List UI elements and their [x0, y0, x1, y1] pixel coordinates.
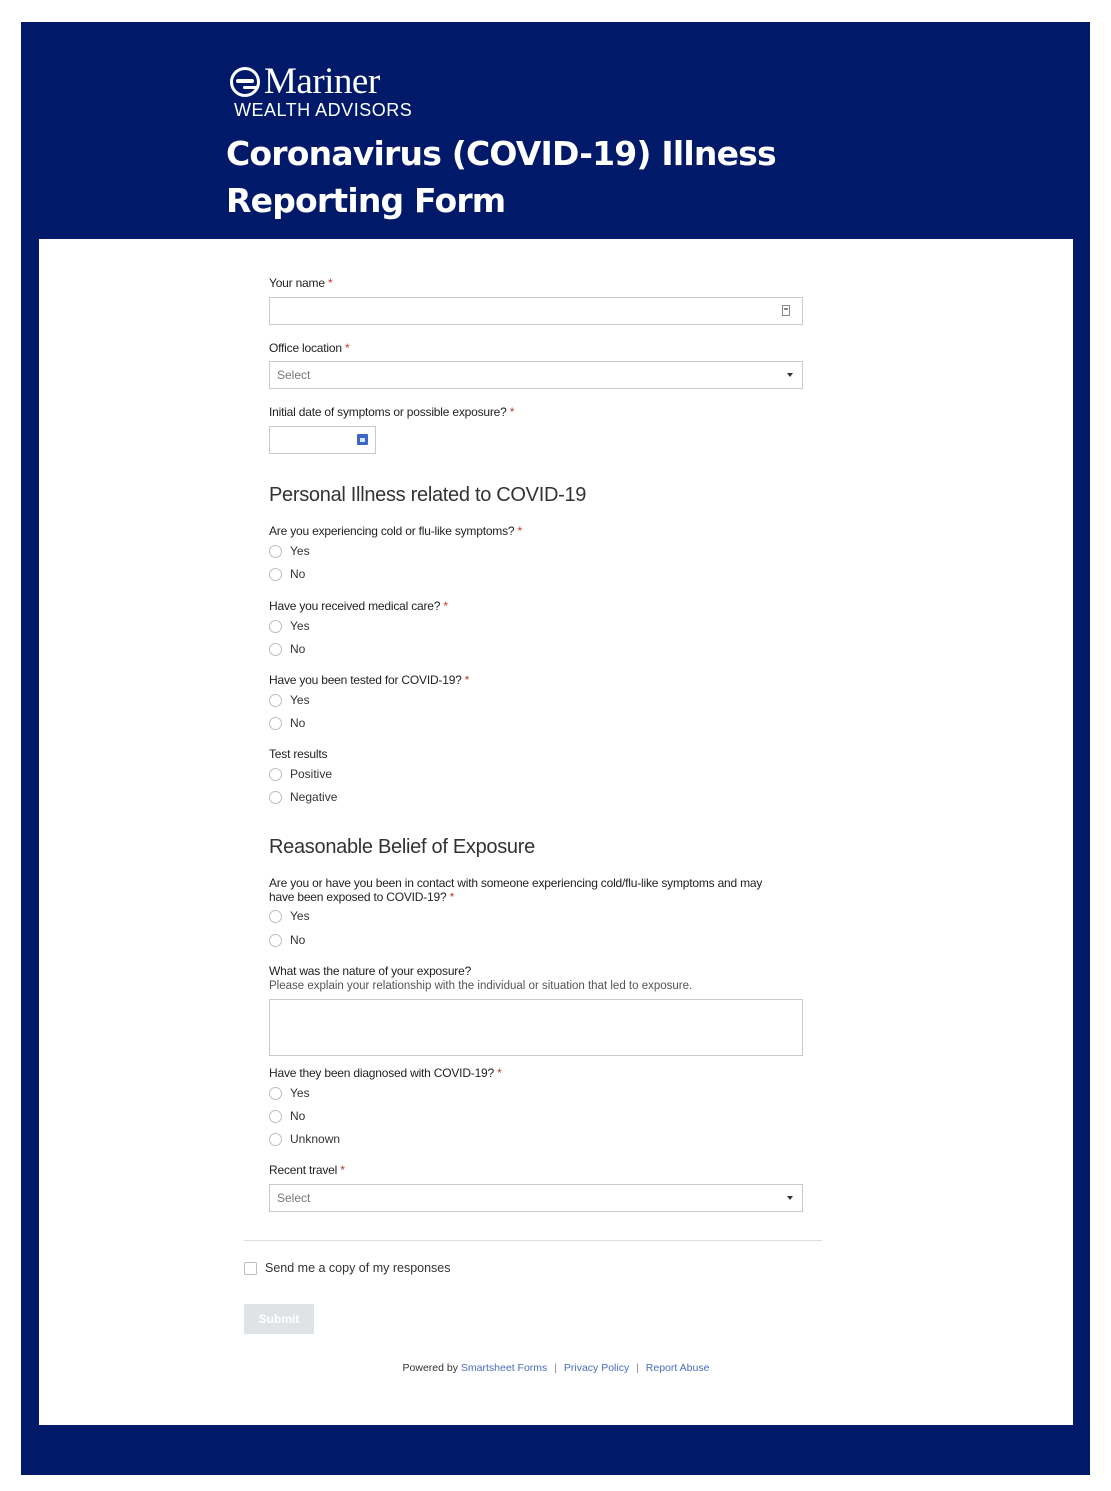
radio-circle[interactable] [269, 1087, 282, 1100]
chevron-down-icon [787, 373, 793, 377]
diagnosed-unknown-radio[interactable] [269, 1132, 340, 1146]
radio-circle[interactable] [269, 1133, 282, 1146]
cold-symptoms-label-text: Are you experiencing cold or flu-like symptoms? [269, 524, 515, 538]
contact-label [269, 876, 762, 904]
tested-yes-radio[interactable] [269, 693, 310, 707]
required-mark: * [443, 599, 448, 613]
required-mark: * [497, 1066, 502, 1080]
calendar-icon[interactable] [357, 434, 368, 445]
mariner-logo-icon [230, 67, 260, 97]
chevron-down-icon [787, 1196, 793, 1200]
radio-label: No [290, 933, 306, 947]
footer [39, 1362, 1073, 1374]
form-divider [244, 1240, 822, 1241]
diagnosed-no-radio[interactable] [269, 1109, 305, 1123]
radio-label: No [290, 642, 306, 656]
radio-circle[interactable] [269, 717, 282, 730]
required-mark: * [509, 405, 515, 419]
medical-care-yes-radio[interactable] [269, 619, 310, 633]
radio-label: Positive [290, 767, 333, 781]
logo-subtitle: WEALTH ADVISORS [234, 100, 413, 120]
required-mark: * [464, 673, 470, 687]
send-copy-checkbox[interactable] [244, 1262, 257, 1275]
nature-exposure-help: Please explain your relationship with the individual or situation that led to exposure. [269, 980, 693, 992]
test-results-positive-radio[interactable] [269, 767, 332, 781]
test-results-label-text: Test results [269, 747, 328, 761]
tested-no-radio[interactable] [269, 716, 305, 730]
diagnosed-yes-radio[interactable] [269, 1086, 310, 1100]
contact-label-line1: Are you or have you been in contact with someone experiencing cold/flu-like symptoms and may [269, 876, 763, 890]
required-mark: * [344, 341, 350, 355]
required-mark: * [449, 890, 455, 904]
tested-label [269, 673, 469, 687]
contact-yes-radio[interactable] [269, 909, 310, 923]
logo-name: Mariner [264, 61, 380, 102]
contact-no-radio[interactable] [269, 933, 305, 947]
office-location-label-text: Office location [269, 341, 342, 355]
required-mark: * [517, 524, 523, 538]
company-logo [230, 62, 412, 120]
initial-date-label-text: Initial date of symptoms or possible exposure? [269, 405, 507, 419]
send-copy-label: Send me a copy of my responses [265, 1261, 451, 1275]
radio-circle[interactable] [269, 910, 282, 923]
radio-label: Yes [290, 619, 310, 633]
medical-care-label [269, 599, 448, 613]
test-results-negative-radio[interactable] [269, 790, 337, 804]
page-title: Coronavirus (COVID-19) Illness Reporting Form [226, 134, 776, 220]
page-frame [21, 22, 1090, 1475]
radio-label: Yes [290, 544, 310, 558]
radio-label: No [290, 1109, 306, 1123]
footer-separator: | [554, 1362, 557, 1374]
radio-circle[interactable] [269, 934, 282, 947]
your-name-input[interactable] [269, 297, 803, 325]
form-header [21, 22, 1090, 239]
medical-care-no-radio[interactable] [269, 642, 305, 656]
radio-circle[interactable] [269, 768, 282, 781]
test-results-label [269, 747, 327, 761]
your-name-label-text: Your name [269, 276, 325, 290]
cold-symptoms-yes-radio[interactable] [269, 544, 310, 558]
report-abuse-link[interactable]: Report Abuse [645, 1362, 710, 1374]
recent-travel-label-text: Recent travel [269, 1163, 338, 1177]
radio-label: Yes [290, 693, 310, 707]
diagnosed-label-text: Have they been diagnosed with COVID-19? [269, 1066, 495, 1080]
medical-care-label-text: Have you received medical care? [269, 599, 441, 613]
recent-travel-label [269, 1163, 345, 1177]
submit-button[interactable]: Submit [244, 1304, 314, 1334]
contact-label-line2: have been exposed to COVID-19? [269, 890, 447, 904]
your-name-label [269, 276, 332, 290]
radio-circle[interactable] [269, 620, 282, 633]
office-location-value: Select [277, 368, 311, 382]
radio-label: Yes [290, 1086, 310, 1100]
contact-card-icon[interactable] [782, 305, 790, 316]
nature-exposure-textarea[interactable] [269, 999, 803, 1056]
form-card [39, 239, 1073, 1425]
section-personal-illness: Personal Illness related to COVID-19 [269, 484, 587, 506]
nature-exposure-label: What was the nature of your exposure? [269, 964, 472, 978]
radio-circle[interactable] [269, 791, 282, 804]
office-location-select[interactable] [269, 361, 803, 389]
radio-label: No [290, 567, 306, 581]
send-copy-row[interactable] [244, 1261, 451, 1275]
tested-label-text: Have you been tested for COVID-19? [269, 673, 462, 687]
section-exposure: Reasonable Belief of Exposure [269, 836, 535, 858]
radio-label: No [290, 716, 306, 730]
privacy-policy-link[interactable]: Privacy Policy [563, 1362, 630, 1374]
required-mark: * [340, 1163, 345, 1177]
required-mark: * [327, 276, 333, 290]
powered-by-text: Powered by [402, 1362, 458, 1374]
radio-label: Unknown [290, 1132, 341, 1146]
radio-circle[interactable] [269, 643, 282, 656]
radio-circle[interactable] [269, 545, 282, 558]
initial-date-label [269, 405, 514, 419]
cold-symptoms-label [269, 524, 522, 538]
radio-label: Yes [290, 909, 310, 923]
recent-travel-select[interactable] [269, 1184, 803, 1212]
cold-symptoms-no-radio[interactable] [269, 567, 305, 581]
radio-label: Negative [290, 790, 338, 804]
footer-separator: | [636, 1362, 639, 1374]
recent-travel-value: Select [277, 1191, 311, 1205]
radio-circle[interactable] [269, 1110, 282, 1123]
office-location-label [269, 341, 349, 355]
initial-date-input[interactable] [269, 426, 376, 454]
radio-circle[interactable] [269, 694, 282, 707]
smartsheet-forms-link[interactable]: Smartsheet Forms [460, 1362, 548, 1374]
radio-circle[interactable] [269, 568, 282, 581]
diagnosed-label [269, 1066, 502, 1080]
